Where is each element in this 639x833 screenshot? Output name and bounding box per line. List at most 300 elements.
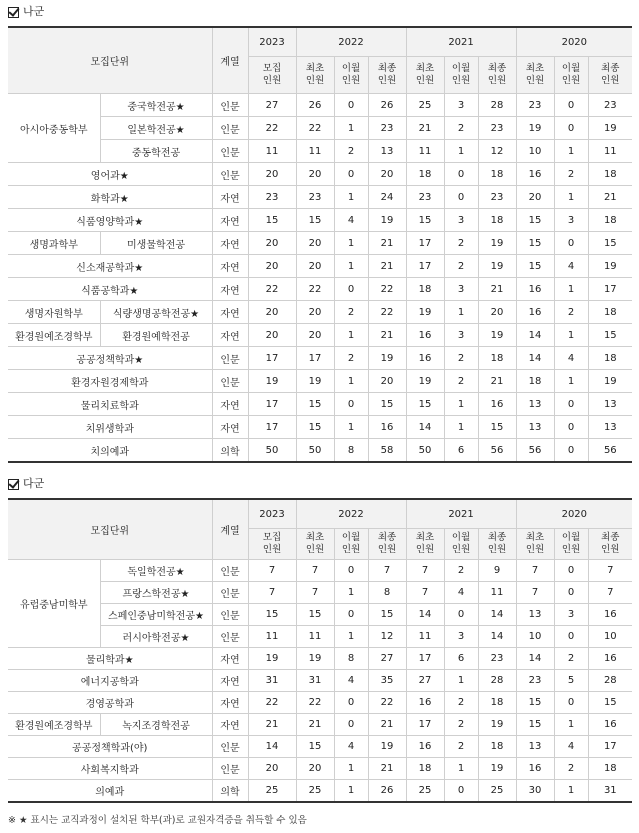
value-cell: 0 — [554, 416, 588, 439]
value-cell: 10 — [516, 140, 554, 163]
value-cell: 16 — [516, 163, 554, 186]
value-cell: 19 — [478, 232, 516, 255]
value-cell: 14 — [478, 604, 516, 626]
value-cell: 13 — [516, 604, 554, 626]
value-cell: 0 — [554, 582, 588, 604]
value-cell: 21 — [478, 370, 516, 393]
value-cell: 1 — [334, 780, 368, 803]
value-cell: 12 — [368, 626, 406, 648]
col-header-category: 계열 — [212, 27, 248, 94]
value-cell: 20 — [296, 324, 334, 347]
category-cell: 인문 — [212, 370, 248, 393]
value-cell: 7 — [406, 582, 444, 604]
value-cell: 24 — [368, 186, 406, 209]
sub-header: 최초 인원 — [516, 57, 554, 94]
category-cell: 자연 — [212, 416, 248, 439]
value-cell: 8 — [368, 582, 406, 604]
value-cell: 0 — [444, 604, 478, 626]
value-cell: 19 — [588, 117, 632, 140]
value-cell: 1 — [554, 324, 588, 347]
value-cell: 2 — [554, 301, 588, 324]
value-cell: 2 — [334, 140, 368, 163]
value-cell: 50 — [296, 439, 334, 463]
value-cell: 2 — [554, 163, 588, 186]
value-cell: 0 — [554, 626, 588, 648]
value-cell: 2 — [554, 648, 588, 670]
table-row — [8, 117, 632, 140]
value-cell: 6 — [444, 648, 478, 670]
value-cell: 22 — [368, 301, 406, 324]
sub-header: 이월 인원 — [444, 57, 478, 94]
value-cell: 27 — [248, 94, 296, 117]
value-cell: 14 — [516, 648, 554, 670]
value-cell: 1 — [334, 626, 368, 648]
sub-header: 이월 인원 — [554, 57, 588, 94]
value-cell: 25 — [406, 780, 444, 803]
value-cell: 23 — [368, 117, 406, 140]
value-cell: 31 — [588, 780, 632, 803]
value-cell: 3 — [444, 278, 478, 301]
year-header-2021: 2021 — [406, 27, 516, 57]
value-cell: 0 — [554, 560, 588, 582]
major-cell: 환경원예학전공 — [100, 324, 212, 347]
value-cell: 1 — [444, 758, 478, 780]
value-cell: 17 — [406, 714, 444, 736]
value-cell: 20 — [248, 758, 296, 780]
value-cell: 12 — [478, 140, 516, 163]
value-cell: 18 — [406, 278, 444, 301]
value-cell: 15 — [516, 209, 554, 232]
category-cell: 자연 — [212, 301, 248, 324]
value-cell: 19 — [368, 347, 406, 370]
value-cell: 15 — [588, 324, 632, 347]
value-cell: 1 — [334, 582, 368, 604]
value-cell: 26 — [368, 94, 406, 117]
value-cell: 22 — [368, 692, 406, 714]
value-cell: 1 — [334, 370, 368, 393]
value-cell: 11 — [296, 140, 334, 163]
value-cell: 22 — [248, 278, 296, 301]
value-cell: 17 — [248, 347, 296, 370]
category-cell: 자연 — [212, 209, 248, 232]
value-cell: 21 — [588, 186, 632, 209]
value-cell: 18 — [588, 758, 632, 780]
value-cell: 19 — [248, 648, 296, 670]
value-cell: 21 — [478, 278, 516, 301]
value-cell: 15 — [248, 604, 296, 626]
sub-header: 이월 인원 — [554, 529, 588, 560]
section-title-da — [8, 476, 44, 492]
value-cell: 17 — [406, 232, 444, 255]
value-cell: 35 — [368, 670, 406, 692]
department-cell: 영어과★ — [8, 163, 212, 186]
value-cell: 14 — [406, 416, 444, 439]
value-cell: 25 — [406, 94, 444, 117]
value-cell: 0 — [334, 278, 368, 301]
value-cell: 2 — [444, 347, 478, 370]
value-cell: 25 — [248, 780, 296, 803]
table-row — [8, 301, 632, 324]
year-header-2022: 2022 — [296, 499, 406, 529]
col-header-unit: 모집단위 — [8, 27, 212, 94]
value-cell: 18 — [588, 347, 632, 370]
value-cell: 15 — [516, 255, 554, 278]
table-row — [8, 278, 632, 301]
major-cell: 식량생명공학전공★ — [100, 301, 212, 324]
category-cell: 의학 — [212, 439, 248, 463]
major-cell: 스페인중남미학전공★ — [100, 604, 212, 626]
value-cell: 6 — [444, 439, 478, 463]
value-cell: 16 — [368, 416, 406, 439]
sub-header: 최종 인원 — [478, 529, 516, 560]
value-cell: 18 — [478, 163, 516, 186]
table-row — [8, 94, 632, 117]
value-cell: 1 — [554, 140, 588, 163]
value-cell: 0 — [334, 604, 368, 626]
value-cell: 28 — [588, 670, 632, 692]
value-cell: 21 — [406, 117, 444, 140]
value-cell: 21 — [248, 714, 296, 736]
category-cell: 의학 — [212, 780, 248, 803]
value-cell: 3 — [444, 324, 478, 347]
value-cell: 20 — [248, 232, 296, 255]
value-cell: 18 — [406, 758, 444, 780]
value-cell: 2 — [334, 301, 368, 324]
category-cell: 인문 — [212, 582, 248, 604]
sub-header-recruit: 모집 인원 — [248, 57, 296, 94]
value-cell: 22 — [248, 692, 296, 714]
value-cell: 19 — [368, 209, 406, 232]
value-cell: 26 — [368, 780, 406, 803]
department-cell: 식품영양학과★ — [8, 209, 212, 232]
value-cell: 2 — [444, 370, 478, 393]
value-cell: 0 — [554, 393, 588, 416]
value-cell: 18 — [478, 736, 516, 758]
department-cell: 의예과 — [8, 780, 212, 803]
value-cell: 4 — [334, 670, 368, 692]
value-cell: 16 — [516, 758, 554, 780]
department-cell: 물리치료학과 — [8, 393, 212, 416]
value-cell: 7 — [296, 582, 334, 604]
value-cell: 22 — [296, 117, 334, 140]
value-cell: 2 — [444, 714, 478, 736]
value-cell: 23 — [406, 186, 444, 209]
category-cell: 자연 — [212, 255, 248, 278]
value-cell: 58 — [368, 439, 406, 463]
value-cell: 15 — [516, 714, 554, 736]
value-cell: 19 — [478, 758, 516, 780]
value-cell: 16 — [406, 692, 444, 714]
value-cell: 15 — [368, 604, 406, 626]
major-cell: 미생물학전공 — [100, 232, 212, 255]
value-cell: 8 — [334, 648, 368, 670]
department-cell: 사회복지학과 — [8, 758, 212, 780]
category-cell: 자연 — [212, 186, 248, 209]
table-row — [8, 626, 632, 648]
value-cell: 19 — [368, 736, 406, 758]
value-cell: 15 — [296, 736, 334, 758]
department-cell: 공공정책학과★ — [8, 347, 212, 370]
department-cell: 물리학과★ — [8, 648, 212, 670]
major-cell: 일본학전공★ — [100, 117, 212, 140]
value-cell: 23 — [478, 117, 516, 140]
department-cell: 신소재공학과★ — [8, 255, 212, 278]
department-group-cell: 생명과학부 — [8, 232, 100, 255]
value-cell: 18 — [406, 163, 444, 186]
value-cell: 16 — [588, 714, 632, 736]
department-cell: 식품공학과★ — [8, 278, 212, 301]
value-cell: 20 — [516, 186, 554, 209]
value-cell: 13 — [516, 416, 554, 439]
value-cell: 19 — [478, 255, 516, 278]
value-cell: 16 — [588, 648, 632, 670]
value-cell: 1 — [444, 416, 478, 439]
sub-header-recruit: 모집 인원 — [248, 529, 296, 560]
category-cell: 인문 — [212, 560, 248, 582]
value-cell: 23 — [516, 670, 554, 692]
department-cell: 화학과★ — [8, 186, 212, 209]
value-cell: 31 — [248, 670, 296, 692]
value-cell: 27 — [406, 670, 444, 692]
checkbox-icon — [8, 7, 19, 18]
table-row — [8, 186, 632, 209]
value-cell: 0 — [444, 186, 478, 209]
value-cell: 10 — [516, 626, 554, 648]
value-cell: 16 — [406, 324, 444, 347]
department-cell: 에너지공학과 — [8, 670, 212, 692]
value-cell: 1 — [334, 117, 368, 140]
value-cell: 15 — [296, 604, 334, 626]
value-cell: 2 — [444, 560, 478, 582]
table-row — [8, 140, 632, 163]
department-group-cell: 환경원예조경학부 — [8, 714, 100, 736]
table-row — [8, 582, 632, 604]
value-cell: 20 — [248, 255, 296, 278]
table-row — [8, 758, 632, 780]
table-row — [8, 232, 632, 255]
department-cell: 경영공학과 — [8, 692, 212, 714]
value-cell: 1 — [334, 416, 368, 439]
value-cell: 0 — [334, 560, 368, 582]
value-cell: 56 — [516, 439, 554, 463]
value-cell: 5 — [554, 670, 588, 692]
value-cell: 11 — [296, 626, 334, 648]
value-cell: 19 — [588, 255, 632, 278]
value-cell: 1 — [554, 186, 588, 209]
table-row — [8, 648, 632, 670]
value-cell: 15 — [296, 209, 334, 232]
value-cell: 7 — [406, 560, 444, 582]
value-cell: 1 — [334, 324, 368, 347]
value-cell: 19 — [248, 370, 296, 393]
value-cell: 19 — [478, 324, 516, 347]
admission-table-na — [8, 26, 632, 463]
value-cell: 23 — [516, 94, 554, 117]
value-cell: 7 — [248, 582, 296, 604]
department-group-cell: 생명자원학부 — [8, 301, 100, 324]
value-cell: 17 — [296, 347, 334, 370]
value-cell: 21 — [368, 255, 406, 278]
department-group-cell: 아시아중동학부 — [8, 94, 100, 163]
value-cell: 19 — [478, 714, 516, 736]
table-row — [8, 163, 632, 186]
value-cell: 23 — [478, 648, 516, 670]
value-cell: 13 — [368, 140, 406, 163]
value-cell: 1 — [554, 278, 588, 301]
table-row — [8, 670, 632, 692]
sub-header: 최종 인원 — [588, 57, 632, 94]
value-cell: 0 — [444, 780, 478, 803]
value-cell: 20 — [296, 232, 334, 255]
value-cell: 15 — [588, 692, 632, 714]
value-cell: 4 — [554, 255, 588, 278]
value-cell: 21 — [368, 758, 406, 780]
value-cell: 19 — [406, 370, 444, 393]
year-header-2023: 2023 — [248, 499, 296, 529]
category-cell: 자연 — [212, 278, 248, 301]
value-cell: 16 — [406, 347, 444, 370]
value-cell: 15 — [406, 393, 444, 416]
value-cell: 19 — [296, 648, 334, 670]
value-cell: 20 — [296, 758, 334, 780]
category-cell: 인문 — [212, 117, 248, 140]
value-cell: 1 — [444, 301, 478, 324]
section-title-label: 나군 — [23, 5, 45, 18]
value-cell: 23 — [478, 186, 516, 209]
value-cell: 15 — [516, 692, 554, 714]
major-cell: 프랑스학전공★ — [100, 582, 212, 604]
value-cell: 18 — [588, 163, 632, 186]
value-cell: 19 — [296, 370, 334, 393]
table-row — [8, 416, 632, 439]
value-cell: 1 — [444, 140, 478, 163]
value-cell: 3 — [554, 209, 588, 232]
value-cell: 21 — [368, 324, 406, 347]
section-title-na — [8, 4, 44, 20]
value-cell: 7 — [516, 582, 554, 604]
value-cell: 4 — [554, 347, 588, 370]
category-cell: 자연 — [212, 232, 248, 255]
value-cell: 4 — [444, 582, 478, 604]
value-cell: 13 — [588, 393, 632, 416]
table-row — [8, 370, 632, 393]
table-row — [8, 255, 632, 278]
category-cell: 자연 — [212, 324, 248, 347]
major-cell: 중국학전공★ — [100, 94, 212, 117]
value-cell: 15 — [296, 393, 334, 416]
value-cell: 28 — [478, 94, 516, 117]
value-cell: 15 — [588, 232, 632, 255]
table-row — [8, 209, 632, 232]
value-cell: 10 — [588, 626, 632, 648]
value-cell: 3 — [554, 604, 588, 626]
value-cell: 18 — [516, 370, 554, 393]
year-header-2020: 2020 — [516, 499, 632, 529]
category-cell: 인문 — [212, 140, 248, 163]
value-cell: 16 — [588, 604, 632, 626]
value-cell: 20 — [478, 301, 516, 324]
value-cell: 16 — [406, 736, 444, 758]
table-row — [8, 714, 632, 736]
sub-header: 이월 인원 — [334, 57, 368, 94]
value-cell: 11 — [248, 140, 296, 163]
value-cell: 21 — [368, 714, 406, 736]
value-cell: 2 — [444, 232, 478, 255]
value-cell: 14 — [248, 736, 296, 758]
value-cell: 19 — [588, 370, 632, 393]
table-row — [8, 439, 632, 463]
sub-header: 최초 인원 — [296, 57, 334, 94]
value-cell: 0 — [334, 393, 368, 416]
category-cell: 자연 — [212, 648, 248, 670]
value-cell: 1 — [444, 670, 478, 692]
category-cell: 인문 — [212, 604, 248, 626]
value-cell: 1 — [334, 232, 368, 255]
value-cell: 16 — [478, 393, 516, 416]
value-cell: 3 — [444, 626, 478, 648]
value-cell: 1 — [554, 370, 588, 393]
value-cell: 21 — [368, 232, 406, 255]
department-group-cell: 환경원예조경학부 — [8, 324, 100, 347]
value-cell: 7 — [296, 560, 334, 582]
value-cell: 2 — [334, 347, 368, 370]
value-cell: 1 — [444, 393, 478, 416]
category-cell: 인문 — [212, 163, 248, 186]
value-cell: 14 — [516, 347, 554, 370]
sub-header: 최초 인원 — [406, 529, 444, 560]
value-cell: 7 — [588, 582, 632, 604]
col-header-unit: 모집단위 — [8, 499, 212, 560]
value-cell: 27 — [368, 648, 406, 670]
value-cell: 17 — [406, 648, 444, 670]
value-cell: 19 — [406, 301, 444, 324]
header-row — [8, 499, 632, 529]
table-row — [8, 604, 632, 626]
value-cell: 20 — [368, 370, 406, 393]
sub-header: 최종 인원 — [588, 529, 632, 560]
value-cell: 15 — [478, 416, 516, 439]
value-cell: 0 — [554, 439, 588, 463]
department-cell: 치위생학과 — [8, 416, 212, 439]
value-cell: 23 — [296, 186, 334, 209]
value-cell: 8 — [334, 439, 368, 463]
value-cell: 0 — [554, 232, 588, 255]
value-cell: 20 — [248, 324, 296, 347]
value-cell: 1 — [554, 780, 588, 803]
value-cell: 22 — [248, 117, 296, 140]
value-cell: 2 — [554, 758, 588, 780]
value-cell: 7 — [248, 560, 296, 582]
value-cell: 0 — [554, 94, 588, 117]
value-cell: 28 — [478, 670, 516, 692]
department-cell: 치의예과 — [8, 439, 212, 463]
value-cell: 22 — [368, 278, 406, 301]
value-cell: 56 — [478, 439, 516, 463]
value-cell: 13 — [516, 393, 554, 416]
year-header-2022: 2022 — [296, 27, 406, 57]
sub-header: 최초 인원 — [516, 529, 554, 560]
value-cell: 0 — [334, 692, 368, 714]
value-cell: 15 — [296, 416, 334, 439]
value-cell: 7 — [588, 560, 632, 582]
value-cell: 4 — [334, 736, 368, 758]
major-cell: 러시아학전공★ — [100, 626, 212, 648]
major-cell: 중동학전공 — [100, 140, 212, 163]
sub-header: 이월 인원 — [334, 529, 368, 560]
value-cell: 13 — [588, 416, 632, 439]
table-row — [8, 393, 632, 416]
value-cell: 20 — [248, 301, 296, 324]
